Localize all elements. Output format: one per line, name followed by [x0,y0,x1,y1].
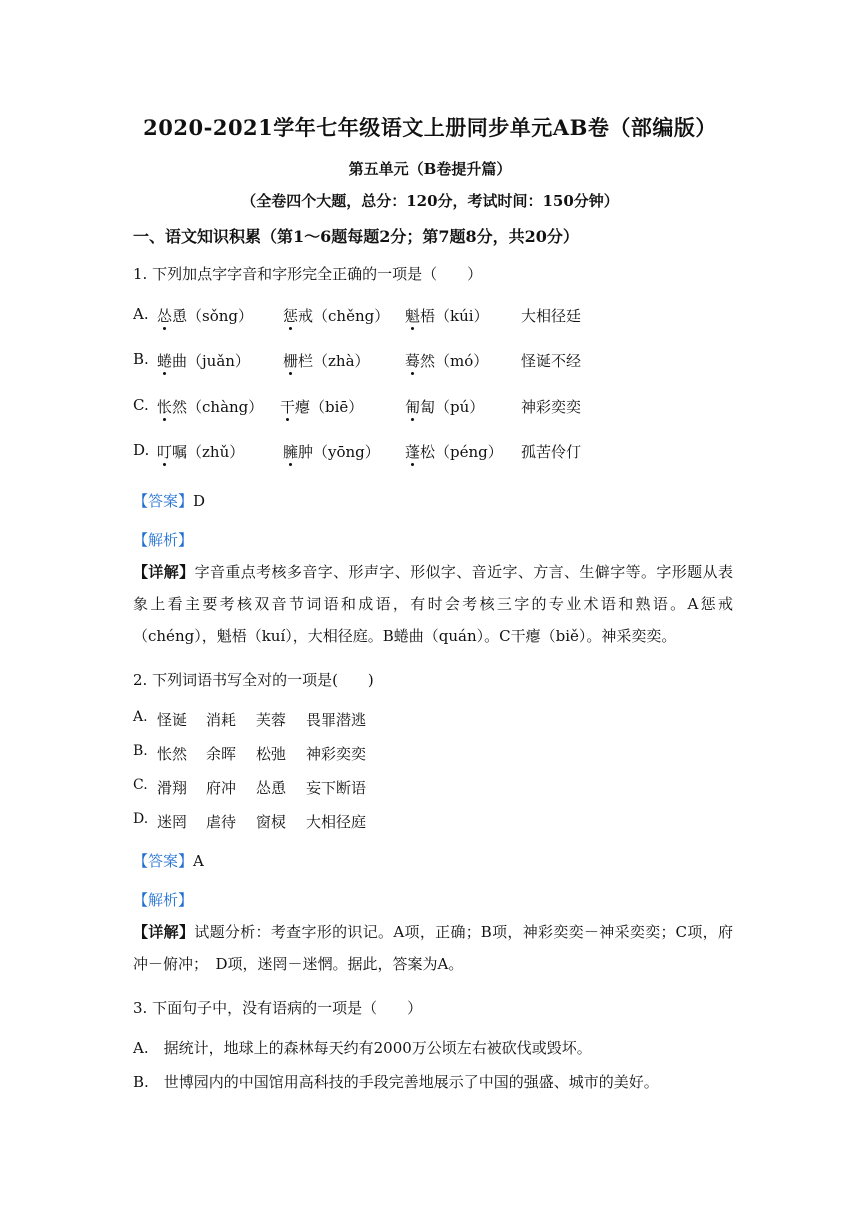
word: 余晖 [206,745,237,763]
option-letter: A. [133,709,148,725]
word: 大相径庭 [306,813,367,831]
q2-detail [133,916,733,980]
answer-value: A [193,852,204,870]
q1-analysis [133,529,193,550]
page-title: 2020-2021学年七年级语文上册同步单元AB卷（部编版） [143,115,717,140]
detail-text: 字音重点考核多音字、形声字、形似字、音近字、方言、生僻字等。字形题从表象上看主要考核双音节词语和成语，有时会考核三字的专业术语和熟语。A惩戒（chéng），魁梧（kuí），大相径庭。B蜷曲（quán）。C干瘪（biě）。神采奕奕。 [133,563,733,645]
question-1-stem: 1. 下列加点字字音和字形完全正确的一项是（ ） [133,265,483,283]
dotted-char: 怅 [157,398,173,416]
dotted-char: 叮 [157,443,173,461]
word: 松弛 [256,745,287,763]
option-letter: C. [133,777,148,793]
idiom: 孤苦伶仃 [521,443,582,461]
dotted-char: 魁 [405,307,421,325]
word-pinyin: 然（mó） [420,352,489,370]
word: 迷罔 [157,813,188,831]
detail-tag: 【详解】 [133,923,195,941]
word: 怂恿 [256,779,287,797]
analysis-tag: 【解析】 [133,531,194,549]
word-pinyin: 瘪（biē） [295,398,364,416]
word: 虐待 [206,813,237,831]
dotted-char: 怂 [157,307,173,325]
dotted-char: 蜷 [157,352,173,370]
q2-analysis [133,889,193,910]
dotted-char: 蓬 [405,443,421,461]
word: 芙蓉 [256,711,287,729]
dotted-char: 蓦 [405,352,421,370]
dotted-char: 干 [280,398,296,416]
idiom: 大相径廷 [521,307,582,325]
word-pinyin: 松（péng） [420,443,503,461]
unit-subtitle: 第五单元（B卷提升篇） [348,160,512,178]
question-2-stem: 2. 下列词语书写全对的一项是( ) [133,671,374,689]
q3-option-b: B. 世博园内的中国馆用高科技的手段完善地展示了中国的强盛、城市的美好。 [133,1073,659,1091]
option-letter: C. [133,396,149,414]
detail-text: 试题分析：考查字形的识记。A项，正确；B项，神彩奕奕－神采奕奕；C项，府冲－俯冲； D项，迷罔－迷惘。据此，答案为A。 [133,923,733,973]
option-letter: A. [133,305,149,323]
word-pinyin: 嘱（zhǔ） [172,443,245,461]
section-heading-1: 一、语文知识积累（第1～6题每题2分；第7题8分，共20分） [133,227,579,246]
word: 怪诞 [157,711,188,729]
word: 怅然 [157,745,188,763]
word: 消耗 [206,711,237,729]
word-pinyin: 曲（juǎn） [172,352,250,370]
q1-detail [133,556,733,652]
option-letter: B. [133,350,149,368]
word: 府冲 [206,779,237,797]
dotted-char: 臃 [283,443,299,461]
word-pinyin: 梧（kúi） [420,307,489,325]
idiom: 神彩奕奕 [521,398,582,416]
word-pinyin: 栏（zhà） [298,352,370,370]
word: 滑翔 [157,779,188,797]
q2-answer [133,850,204,871]
dotted-char: 栅 [283,352,299,370]
word: 窗棂 [256,813,287,831]
dotted-char: 匍 [405,398,421,416]
q3-option-a: A. 据统计，地球上的森林每天约有2000万公顷左右被砍伐或毁坏。 [133,1039,592,1057]
answer-value: D [193,492,206,510]
word-pinyin: 肿（yōng） [298,443,380,461]
idiom: 怪诞不经 [521,352,582,370]
option-letter: D. [133,441,150,459]
detail-tag: 【详解】 [133,563,195,581]
word-pinyin: 然（chàng） [172,398,264,416]
exam-info: （全卷四个大题，总分：120分，考试时间：150分钟） [241,192,619,210]
analysis-tag: 【解析】 [133,891,194,909]
word: 妄下断语 [306,779,367,797]
dotted-char: 惩 [283,307,299,325]
option-letter: D. [133,811,149,827]
q1-answer [133,490,205,511]
option-letter: B. [133,743,148,759]
question-3-stem: 3. 下面句子中，没有语病的一项是（ ） [133,999,423,1017]
answer-tag: 【答案】 [133,492,194,510]
word-pinyin: 戒（chěng） [298,307,390,325]
answer-tag: 【答案】 [133,852,194,870]
word-pinyin: 恿（sǒng） [172,307,254,325]
word: 神彩奕奕 [306,745,367,763]
word-pinyin: 匐（pú） [420,398,485,416]
word: 畏罪潜逃 [306,711,367,729]
